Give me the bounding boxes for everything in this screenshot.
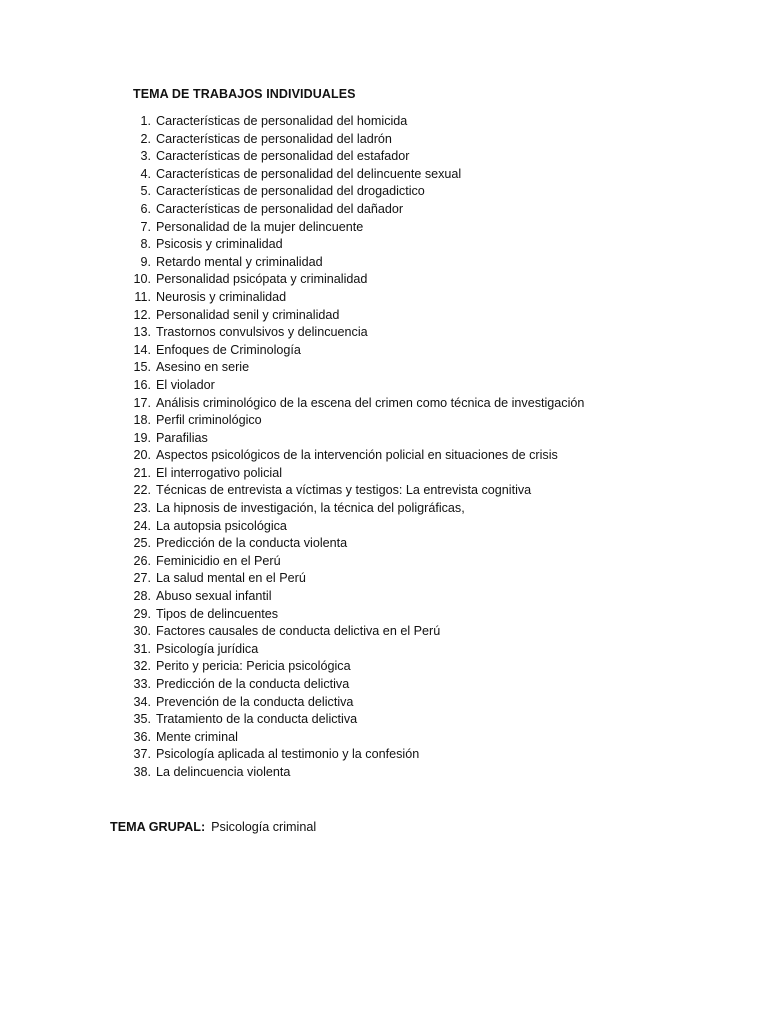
topic-text: Neurosis y criminalidad: [156, 289, 287, 304]
topic-number: 31.: [133, 641, 151, 656]
topic-text: Perito y pericia: Pericia psicológica: [156, 659, 351, 674]
topic-text: Características de personalidad del homicida: [156, 114, 408, 128]
topic-number: 36.: [133, 729, 151, 744]
topic-text: La delincuencia violenta: [156, 764, 291, 779]
topic-number: 38.: [133, 764, 151, 779]
topic-text: Psicosis y criminalidad: [156, 237, 283, 252]
topic-number: 35.: [133, 712, 151, 727]
topic-text: Psicología jurídica: [156, 641, 259, 656]
topic-text: La salud mental en el Perú: [156, 571, 306, 586]
topic-number: 34.: [133, 694, 151, 709]
topic-text: Tratamiento de la conducta delictiva: [156, 712, 358, 727]
topic-text: Predicción de la conducta violenta: [156, 536, 348, 551]
topic-text: Prevención de la conducta delictiva: [156, 694, 354, 709]
topic-number: 19.: [133, 430, 151, 445]
topic-number: 20.: [133, 448, 151, 463]
topic-number: 15.: [133, 360, 151, 375]
topic-number: 14.: [133, 342, 151, 357]
topic-text: Personalidad de la mujer delincuente: [156, 219, 364, 234]
topic-number: 21.: [133, 465, 151, 480]
group-topic-label: TEMA GRUPAL:: [110, 820, 206, 834]
document-title: TEMA DE TRABAJOS INDIVIDUALES: [133, 87, 356, 101]
topic-number: 18.: [133, 413, 151, 428]
topic-text: Predicción de la conducta delictiva: [156, 677, 350, 691]
topic-number: 5.: [140, 184, 151, 199]
group-topic: [110, 820, 316, 834]
topic-number: 16.: [133, 377, 151, 392]
topic-number: 28.: [133, 589, 151, 604]
topic-text: Características de personalidad del drogadictico: [156, 184, 425, 199]
topic-text: Factores causales de conducta delictiva en el Perú: [156, 624, 441, 639]
topic-text: Tipos de delincuentes: [156, 606, 279, 621]
topic-number: 6.: [140, 201, 151, 216]
topic-text: La autopsia psicológica: [156, 518, 287, 533]
topic-text: Trastornos convulsivos y delincuencia: [156, 325, 368, 340]
topic-number: 24.: [133, 518, 151, 533]
topic-number: 8.: [140, 237, 151, 252]
topic-text: Asesino en serie: [156, 360, 250, 375]
topic-number: 33.: [133, 677, 151, 691]
topic-number: 25.: [133, 536, 151, 551]
topic-number: 23.: [133, 501, 151, 516]
topic-text: Características de personalidad del delincuente sexual: [156, 166, 462, 181]
topic-text: El interrogativo policial: [156, 465, 282, 480]
topic-number: 29.: [133, 606, 151, 621]
topic-number: 2.: [140, 131, 151, 146]
topic-text: Características de personalidad del ladrón: [156, 131, 392, 146]
topic-text: Técnicas de entrevista a víctimas y testigos: La entrevista cognitiva: [156, 483, 532, 498]
topic-number: 10.: [133, 272, 151, 287]
topic-number: 37.: [133, 747, 151, 762]
topic-number: 30.: [133, 624, 151, 639]
topic-text: Psicología aplicada al testimonio y la confesión: [156, 747, 420, 762]
topic-text: El violador: [156, 377, 215, 392]
topic-text: Enfoques de Criminología: [156, 342, 301, 357]
topic-number: 17.: [133, 395, 151, 410]
topic-text: Abuso sexual infantil: [156, 589, 272, 604]
group-topic-value: Psicología criminal: [211, 820, 317, 834]
topic-number: 9.: [140, 254, 151, 269]
topic-text: Características de personalidad del dañador: [156, 201, 404, 216]
topic-text: Características de personalidad del estafador: [156, 149, 410, 164]
topic-number: 4.: [140, 166, 151, 181]
topic-text: Feminicidio en el Perú: [156, 553, 281, 568]
topic-text: Personalidad psicópata y criminalidad: [156, 272, 368, 287]
topic-text: Retardo mental y criminalidad: [156, 254, 323, 269]
topic-number: 26.: [133, 553, 151, 568]
topic-text: Perfil criminológico: [156, 413, 262, 428]
topic-text: Parafilias: [156, 430, 208, 445]
topic-text: Personalidad senil y criminalidad: [156, 307, 340, 322]
topic-number: 22.: [133, 483, 151, 498]
topic-number: 7.: [140, 219, 151, 234]
topic-text: Mente criminal: [156, 729, 238, 744]
topic-number: 1.: [140, 114, 151, 128]
topic-number: 13.: [133, 325, 151, 340]
topic-number: 27.: [133, 571, 151, 586]
topic-number: 12.: [133, 307, 151, 322]
topic-text: Análisis criminológico de la escena del crimen como técnica de investigación: [156, 395, 585, 410]
topic-text: Aspectos psicológicos de la intervención policial en situaciones de crisis: [156, 448, 558, 463]
topic-number: 3.: [140, 149, 151, 164]
topic-number: 11.: [134, 289, 151, 304]
topic-number: 32.: [133, 659, 151, 674]
topic-text: La hipnosis de investigación, la técnica del poligráficas,: [156, 501, 465, 516]
